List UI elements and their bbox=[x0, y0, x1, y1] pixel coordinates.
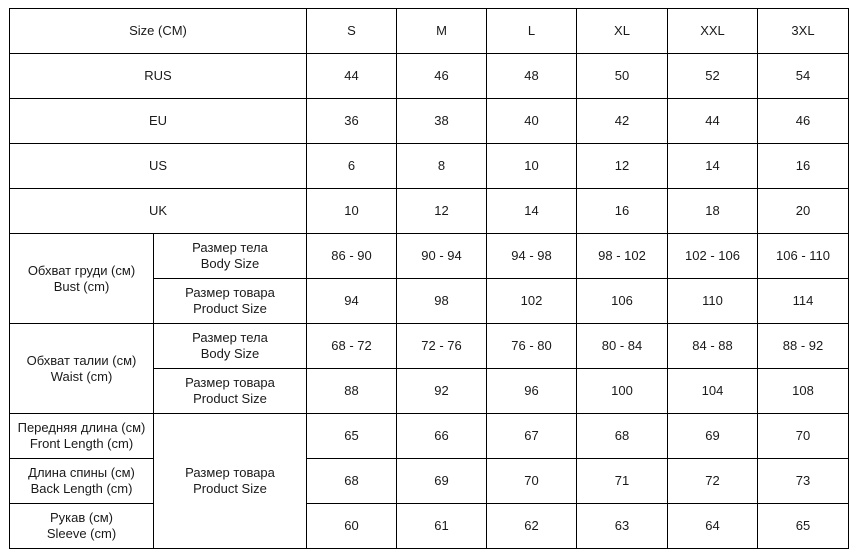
front-length-label-en: Front Length (cm) bbox=[29, 436, 134, 451]
value-cell: 80 - 84 bbox=[577, 324, 668, 369]
value-cell: 98 bbox=[397, 279, 487, 324]
value-cell: 70 bbox=[758, 414, 849, 459]
value-cell: 14 bbox=[487, 189, 577, 234]
body-size-label bbox=[154, 234, 307, 279]
value-cell: 42 bbox=[577, 99, 668, 144]
value-cell: 63 bbox=[577, 504, 668, 549]
value-cell: 10 bbox=[487, 144, 577, 189]
row-label: RUS bbox=[10, 54, 307, 99]
value-cell: 44 bbox=[668, 99, 758, 144]
value-cell: 98 - 102 bbox=[577, 234, 668, 279]
value-cell: 73 bbox=[758, 459, 849, 504]
value-cell: 64 bbox=[668, 504, 758, 549]
value-cell: 16 bbox=[758, 144, 849, 189]
value-cell: 68 - 72 bbox=[307, 324, 397, 369]
product-size-label-en: Product Size bbox=[193, 391, 267, 406]
value-cell: 108 bbox=[758, 369, 849, 414]
header-row bbox=[10, 9, 849, 54]
back-length-label-ru: Длина спины (см) bbox=[28, 465, 135, 480]
sleeve-label bbox=[10, 504, 154, 549]
value-cell: 69 bbox=[397, 459, 487, 504]
value-cell: 46 bbox=[397, 54, 487, 99]
sleeve-label-en: Sleeve (cm) bbox=[46, 526, 117, 541]
value-cell: 66 bbox=[397, 414, 487, 459]
table-row bbox=[10, 99, 849, 144]
value-cell: 114 bbox=[758, 279, 849, 324]
table-row bbox=[10, 459, 849, 504]
product-size-label-ru: Размер товара bbox=[185, 375, 275, 390]
value-cell: 16 bbox=[577, 189, 668, 234]
value-cell: 71 bbox=[577, 459, 668, 504]
value-cell: 20 bbox=[758, 189, 849, 234]
bust-label bbox=[10, 234, 154, 324]
value-cell: 50 bbox=[577, 54, 668, 99]
product-size-label-en: Product Size bbox=[193, 481, 267, 496]
product-size-label-en: Product Size bbox=[193, 301, 267, 316]
value-cell: 100 bbox=[577, 369, 668, 414]
value-cell: 94 bbox=[307, 279, 397, 324]
table-row bbox=[10, 414, 849, 459]
value-cell: 104 bbox=[668, 369, 758, 414]
value-cell: 61 bbox=[397, 504, 487, 549]
table-row bbox=[10, 234, 849, 279]
value-cell: 65 bbox=[758, 504, 849, 549]
value-cell: 110 bbox=[668, 279, 758, 324]
bust-label-ru: Обхват груди (см) bbox=[27, 262, 136, 278]
value-cell: 106 - 110 bbox=[758, 234, 849, 279]
value-cell: 8 bbox=[397, 144, 487, 189]
body-size-label-ru: Размер тела bbox=[192, 330, 268, 345]
back-length-label-en: Back Length (cm) bbox=[30, 481, 133, 496]
value-cell: 48 bbox=[487, 54, 577, 99]
value-cell: 84 - 88 bbox=[668, 324, 758, 369]
value-cell: 67 bbox=[487, 414, 577, 459]
value-cell: 62 bbox=[487, 504, 577, 549]
value-cell: 69 bbox=[668, 414, 758, 459]
product-size-label bbox=[154, 369, 307, 414]
value-cell: 68 bbox=[577, 414, 668, 459]
back-length-label bbox=[10, 459, 154, 504]
value-cell: 60 bbox=[307, 504, 397, 549]
value-cell: 102 bbox=[487, 279, 577, 324]
table-row bbox=[10, 54, 849, 99]
value-cell: 54 bbox=[758, 54, 849, 99]
table-row bbox=[10, 504, 849, 549]
table-row bbox=[10, 189, 849, 234]
waist-label-en: Waist (cm) bbox=[50, 368, 113, 384]
body-size-label-en: Body Size bbox=[200, 346, 260, 361]
value-cell: 18 bbox=[668, 189, 758, 234]
row-label: UK bbox=[10, 189, 307, 234]
value-cell: 72 bbox=[668, 459, 758, 504]
value-cell: 72 - 76 bbox=[397, 324, 487, 369]
value-cell: 12 bbox=[397, 189, 487, 234]
sleeve-label-ru: Рукав (см) bbox=[50, 510, 113, 525]
product-size-label bbox=[154, 279, 307, 324]
product-size-label bbox=[154, 414, 307, 549]
value-cell: 94 - 98 bbox=[487, 234, 577, 279]
value-cell: 44 bbox=[307, 54, 397, 99]
value-cell: 10 bbox=[307, 189, 397, 234]
product-size-label-ru: Размер товара bbox=[185, 465, 275, 480]
value-cell: 6 bbox=[307, 144, 397, 189]
value-cell: 92 bbox=[397, 369, 487, 414]
value-cell: 88 - 92 bbox=[758, 324, 849, 369]
value-cell: 12 bbox=[577, 144, 668, 189]
value-cell: 52 bbox=[668, 54, 758, 99]
value-cell: 14 bbox=[668, 144, 758, 189]
body-size-label-en: Body Size bbox=[200, 256, 260, 271]
row-label: EU bbox=[10, 99, 307, 144]
value-cell: 46 bbox=[758, 99, 849, 144]
size-header-cell: S bbox=[307, 9, 397, 54]
value-cell: 68 bbox=[307, 459, 397, 504]
value-cell: 96 bbox=[487, 369, 577, 414]
body-size-label-ru: Размер тела bbox=[192, 240, 268, 255]
bust-label-en: Bust (cm) bbox=[53, 278, 110, 294]
value-cell: 40 bbox=[487, 99, 577, 144]
size-header-cell: M bbox=[397, 9, 487, 54]
value-cell: 65 bbox=[307, 414, 397, 459]
value-cell: 38 bbox=[397, 99, 487, 144]
value-cell: 106 bbox=[577, 279, 668, 324]
value-cell: 90 - 94 bbox=[397, 234, 487, 279]
size-header-cell: XL bbox=[577, 9, 668, 54]
value-cell: 102 - 106 bbox=[668, 234, 758, 279]
product-size-label-ru: Размер товара bbox=[185, 285, 275, 300]
body-size-label bbox=[154, 324, 307, 369]
size-header-cell: L bbox=[487, 9, 577, 54]
row-label: US bbox=[10, 144, 307, 189]
waist-label-ru: Обхват талии (см) bbox=[26, 352, 137, 368]
value-cell: 86 - 90 bbox=[307, 234, 397, 279]
value-cell: 36 bbox=[307, 99, 397, 144]
size-header-label: Size (CM) bbox=[10, 9, 307, 54]
front-length-label bbox=[10, 414, 154, 459]
table-row bbox=[10, 144, 849, 189]
size-chart-table bbox=[9, 8, 849, 549]
value-cell: 70 bbox=[487, 459, 577, 504]
size-header-cell: XXL bbox=[668, 9, 758, 54]
waist-label bbox=[10, 324, 154, 414]
value-cell: 88 bbox=[307, 369, 397, 414]
value-cell: 76 - 80 bbox=[487, 324, 577, 369]
size-header-cell: 3XL bbox=[758, 9, 849, 54]
table-row bbox=[10, 324, 849, 369]
front-length-label-ru: Передняя длина (см) bbox=[17, 420, 146, 435]
